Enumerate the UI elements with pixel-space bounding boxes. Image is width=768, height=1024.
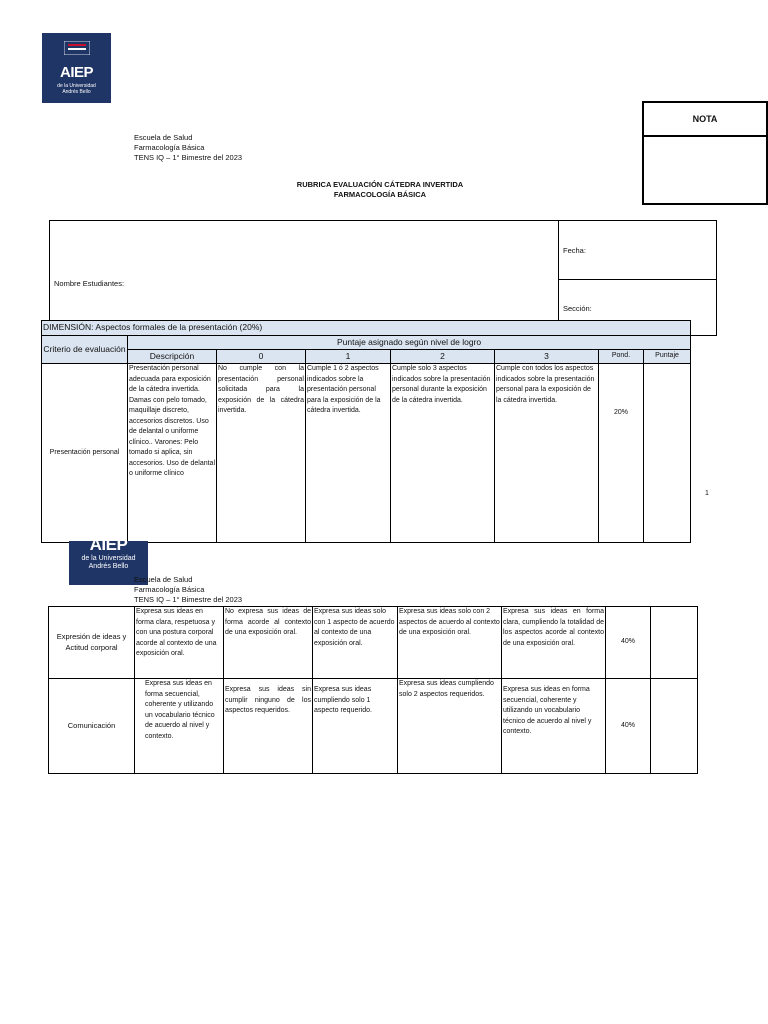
points-header: Puntaje — [644, 350, 691, 364]
description-header: Descripción — [128, 350, 217, 364]
table-row — [49, 679, 698, 774]
score-header: Puntaje asignado según nivel de logro — [128, 336, 691, 350]
logo-subtitle-page2: de la Universidad Andrés Bello — [81, 555, 136, 570]
weight-cell: 20% — [599, 364, 644, 543]
page-number: 1 — [705, 490, 709, 497]
logo-brand: AIEP — [59, 64, 93, 81]
level-3-cell: Cumple con todos los aspectos indicados sobre la presentación personal para la exposición de la cátedra invertida. — [495, 364, 599, 543]
level-2-cell: Expresa sus ideas cumpliendo solo 2 aspectos requeridos. — [398, 679, 502, 774]
description-cell: Expresa sus ideas en forma clara, respetuosa y con una postura corporal acorde al contexto de una exposición oral. — [135, 607, 224, 679]
points-cell — [644, 364, 691, 543]
logo-subtitle: de la Universidad Andrés Bello — [57, 83, 96, 95]
dimension-header: DIMENSIÓN: Aspectos formales de la presentación (20%) — [42, 321, 691, 336]
level-1-cell: Expresa sus ideas solo con 1 aspecto de acuerdo al contexto de una exposición oral. — [313, 607, 398, 679]
points-cell — [651, 607, 698, 679]
student-name-label: Nombre Estudiantes: — [54, 279, 125, 288]
document-title: RUBRICA EVALUACIÓN CÁTEDRA INVERTIDA FARMACOLOGÍA BÁSICA — [296, 180, 464, 199]
level-header-3: 3 — [495, 350, 599, 364]
school-header: Escuela de Salud Farmacología Básica TENS IQ – 1° Bimestre del 2023 — [134, 133, 243, 162]
logo-brand-page2: AIEP — [89, 535, 128, 554]
rubric-table — [41, 320, 691, 543]
description-cell: Presentación personal adecuada para exposición de la cátedra invertida. Damas con pelo tomado, maquillaje discreto, accesorios discretos. Uso de delantal o uniforme clínico.. Varones: Pelo tomado si aplica, sin accesorios. Uso de delantal o uniforme clínico — [128, 364, 217, 543]
table-row — [42, 364, 691, 543]
level-1-cell: Cumple 1 ó 2 aspectos indicados sobre la presentación personal para la exposición de la cátedra invertida. — [306, 364, 391, 543]
level-1-cell: Expresa sus ideas cumpliendo solo 1 aspecto requerido. — [313, 679, 398, 774]
student-info-box — [49, 220, 717, 336]
description-cell: Expresa sus ideas en forma secuencial, coherente y utilizando un vocabulario técnico de acuerdo al nivel y contexto. — [135, 679, 224, 774]
level-0-cell: No expresa sus ideas de forma acorde al contexto de una exposición oral. — [224, 607, 313, 679]
weight-cell: 40% — [606, 679, 651, 774]
level-3-cell: Expresa sus ideas en forma secuencial, coherente y utilizando un vocabulario técnico de acuerdo al nivel y contexto. — [502, 679, 606, 774]
criterion-cell: Comunicación — [49, 679, 135, 774]
level-header-1: 1 — [306, 350, 391, 364]
level-header-0: 0 — [217, 350, 306, 364]
grade-box — [642, 101, 768, 205]
school-header-page2: Escuela de Salud Farmacología Básica TENS IQ – 1° Bimestre del 2023 — [134, 575, 243, 604]
level-3-cell: Expresa sus ideas en forma clara, cumpliendo la totalidad de los aspectos acorde al contexto de una exposición oral. — [502, 607, 606, 679]
grade-label: NOTA — [644, 103, 766, 137]
table-row — [49, 607, 698, 679]
criterion-header: Criterio de evaluación — [42, 336, 128, 364]
aiep-logo — [42, 33, 111, 103]
aiep-emblem-icon — [64, 41, 90, 55]
weight-cell: 40% — [606, 607, 651, 679]
criterion-cell: Expresión de ideas y Actitud corporal — [49, 607, 135, 679]
rubric-table-page2 — [48, 606, 698, 774]
section-label: Sección: — [563, 304, 592, 313]
level-0-cell: Expresa sus ideas sin cumplir ninguno de los aspectos requeridos. — [224, 679, 313, 774]
points-cell — [651, 679, 698, 774]
level-2-cell: Cumple solo 3 aspectos indicados sobre la presentación personal durante la exposición de la cátedra invertida. — [391, 364, 495, 543]
weight-header: Pond. — [599, 350, 644, 364]
date-label: Fecha: — [563, 246, 586, 255]
criterion-cell: Presentación personal — [42, 364, 128, 543]
level-header-2: 2 — [391, 350, 495, 364]
level-2-cell: Expresa sus ideas solo con 2 aspectos de acuerdo al contexto de una exposición oral. — [398, 607, 502, 679]
level-0-cell: No cumple con la presentación personal solicitada para la exposición de la cátedra invertida. — [217, 364, 306, 543]
